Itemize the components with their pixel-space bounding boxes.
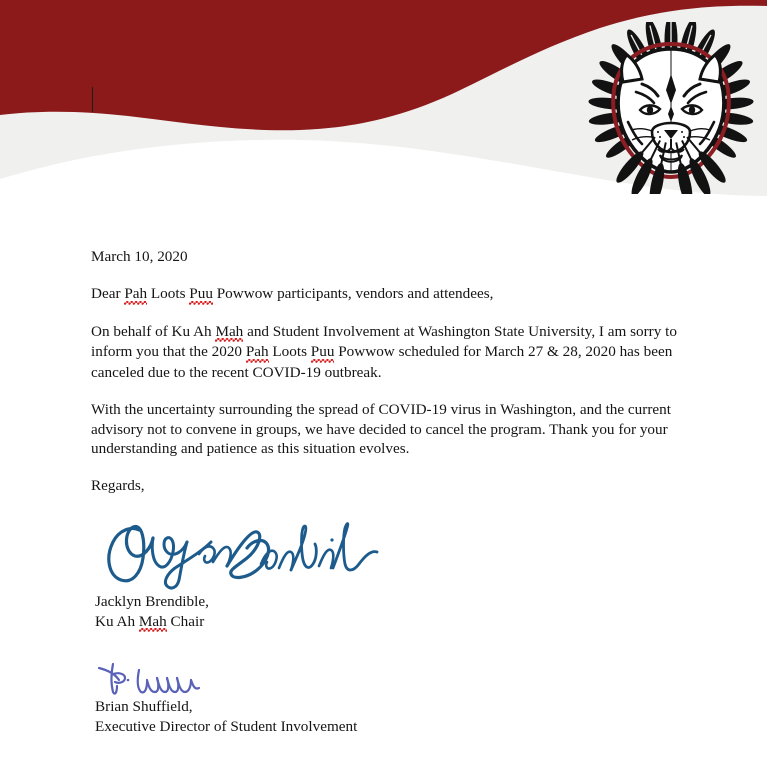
p1-tail: Powwow scheduled for March 27 & 28, 2020 has been canceled due to the recent COVID-19 outbreak. <box>91 343 673 381</box>
signer-name-jacklyn: Jacklyn Brendible, <box>95 592 209 610</box>
text-cursor-caret <box>92 87 93 112</box>
jacklyn-brendible-handwritten-signature <box>95 518 691 590</box>
ku-ah-mah-cougar-headdress-logo <box>582 22 760 194</box>
misspelled-word-mah-2: Mah <box>139 612 167 633</box>
p1-mid-2: Loots <box>268 343 311 361</box>
misspelled-word-pah: Pah <box>124 284 147 305</box>
signature-block-jacklyn-brendible <box>95 518 691 633</box>
p1-lead: On behalf of Ku Ah <box>91 322 216 340</box>
title-lead: Ku Ah <box>95 612 139 630</box>
signature-two-name-lines <box>95 697 691 737</box>
letter-salutation <box>91 284 691 305</box>
title-tail: Chair <box>166 612 205 630</box>
signer-name-brian: Brian Shuffield, <box>95 698 193 716</box>
misspelled-word-puu-2: Puu <box>311 342 335 363</box>
letter-closing: Regards, <box>91 477 145 494</box>
signature-block-brian-shuffield <box>95 662 691 737</box>
signer-title-brian: Executive Director of Student Involvement <box>95 718 358 735</box>
salutation-lead: Dear <box>91 284 125 302</box>
signature-one-name-lines <box>95 592 691 633</box>
letterhead-banner <box>0 0 767 215</box>
letter-date: March 10, 2020 <box>91 248 188 265</box>
letter-paragraph-2: With the uncertainty surrounding the spread of COVID-19 virus in Washington, and the current advisory not to convene in groups, we have decided to cancel the program. Thank you for your understanding and patience as this situation evolves. <box>91 400 671 458</box>
letter-paragraph-1 <box>91 322 691 383</box>
p1-mid-1: and Student Involvement at Washington State University, I am sorry to inform you that the 2020 <box>91 322 677 361</box>
salutation-mid: Loots <box>147 284 190 302</box>
letter-content <box>91 247 691 737</box>
misspelled-word-pah-2: Pah <box>246 342 269 363</box>
brian-shuffield-handwritten-signature <box>95 662 691 696</box>
misspelled-word-puu: Puu <box>189 284 213 305</box>
misspelled-word-mah: Mah <box>215 322 243 343</box>
signer-title-jacklyn <box>95 612 691 633</box>
salutation-tail: Powwow participants, vendors and attendees, <box>212 284 494 302</box>
